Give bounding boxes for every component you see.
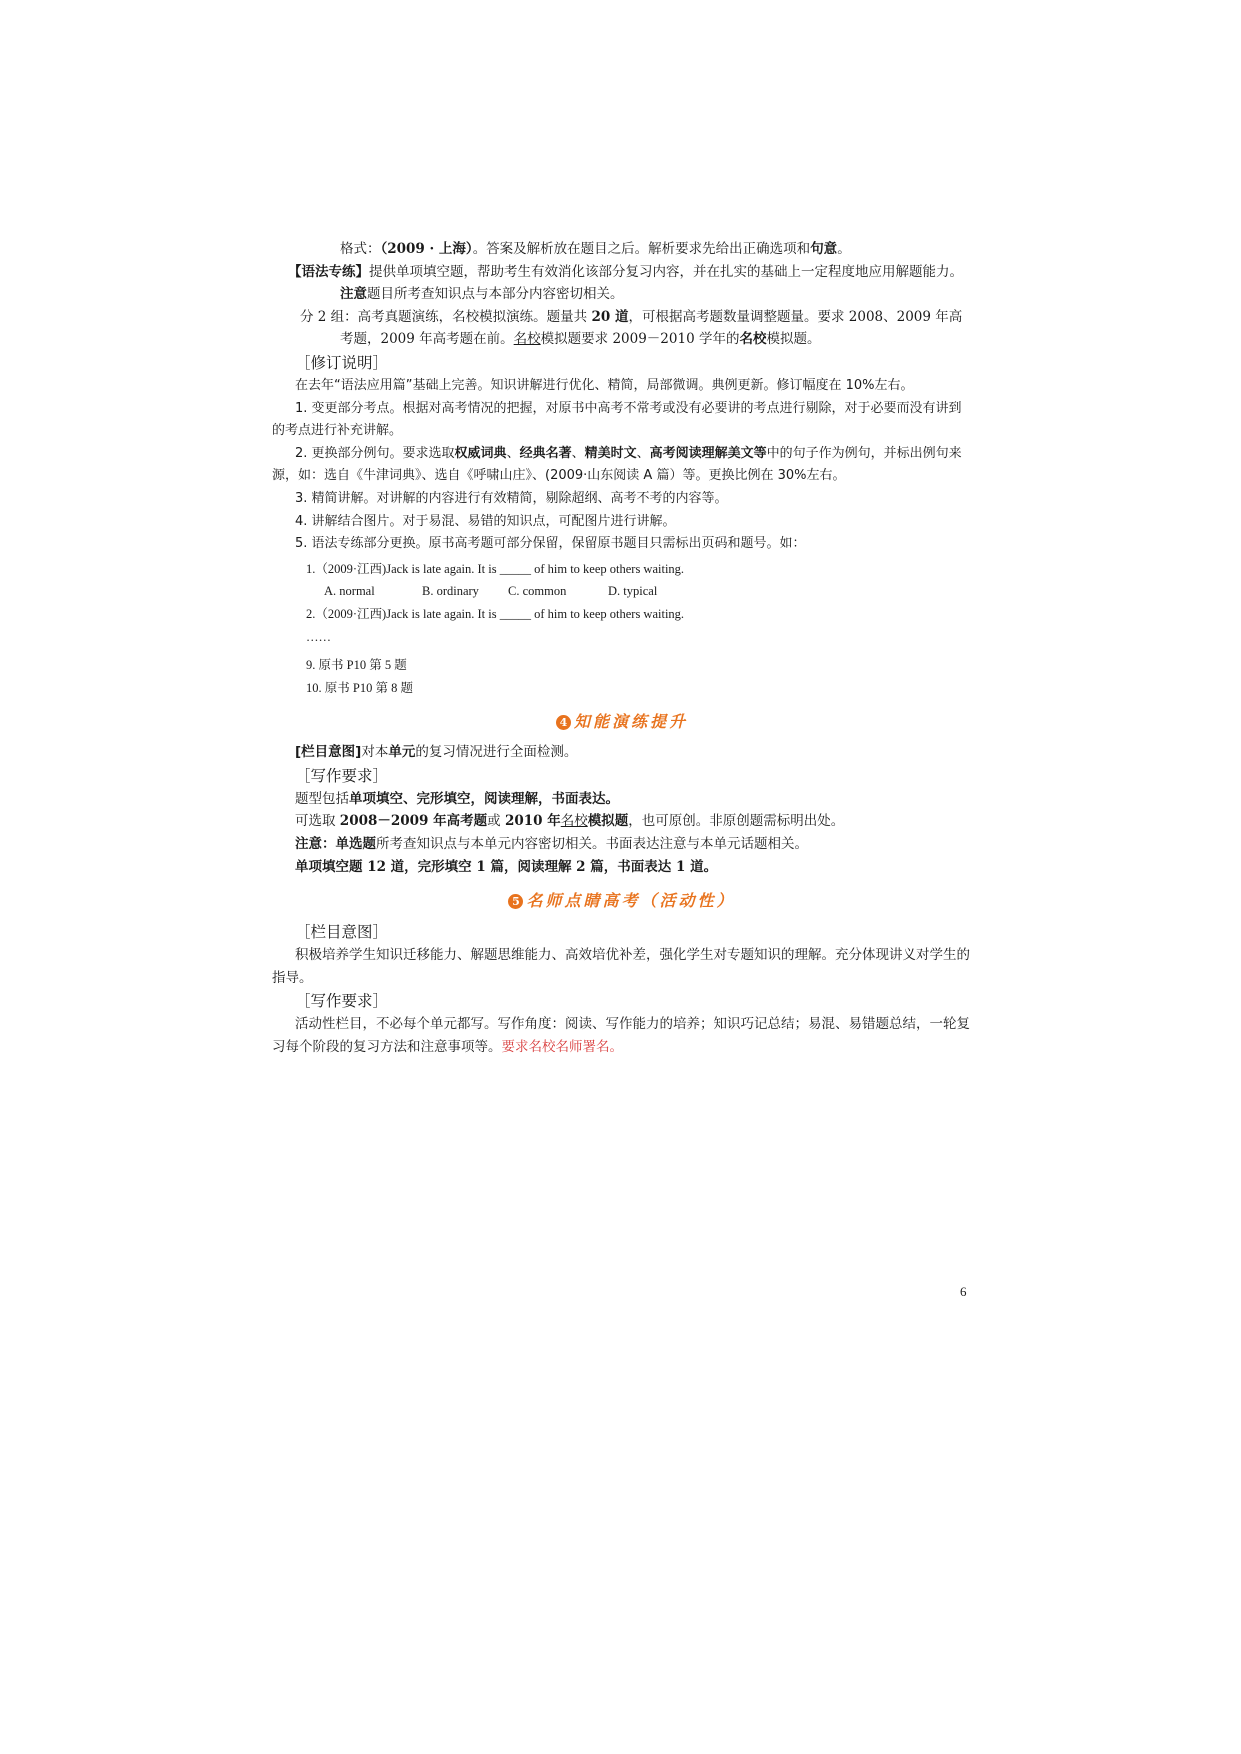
- page-content: [272, 238, 972, 1059]
- example-block: [272, 558, 972, 700]
- revision-item-1: 1. 变更部分考点。根据对高考情况的把握，对原书中高考不常考或没有必要讲的考点进行剔除，对于必要而没有讲到的考点进行补充讲解。: [272, 400, 962, 439]
- revision-item-2: 2. 更换部分例句。要求选取权威词典、经典名著、精美时文、高考阅读理解美文等中的句子作为例句，并标出例句来源，如：选自《牛津词典》、选自《呼啸山庄》、(2009·山东阅读 A 篇）等。更换比例在 30%左右。: [272, 445, 962, 484]
- option-a: A. normal: [324, 584, 375, 599]
- section-4-line-1: 题型包括单项填空、完形填空，阅读理解，书面表达。: [295, 790, 619, 807]
- format-line: 格式：（2009 · 上海）。答案及解析放在题目之后。解析要求先给出正确选项和句意。: [340, 241, 851, 257]
- revision-item-5: 5. 语法专练部分更换。原书高考题可部分保留，保留原书题目只需标出页码和题号。如：: [295, 536, 806, 552]
- page-number: 6: [960, 1284, 967, 1299]
- section-4-line-3: 注意：单选题所考查知识点与本单元内容密切相关。书面表达注意与本单元话题相关。: [295, 836, 808, 853]
- example-question-9: 9. 原书 P10 第 5 题: [306, 658, 407, 673]
- option-b: B. ordinary: [422, 584, 479, 599]
- option-d: D. typical: [608, 584, 658, 599]
- example-options: [272, 580, 972, 603]
- revision-intro: 在去年“语法应用篇”基础上完善。知识讲解进行优化、精简，局部微调。典例更新。修订幅度在 10%左右。: [295, 377, 914, 393]
- grammar-drill-paragraph: 【语法专练】提供单项填空题，帮助考生有效消化该部分复习内容，并在扎实的基础上一定程度地应用解题能力。注意题目所考查知识点与本部分内容密切相关。: [288, 263, 963, 303]
- signature-requirement: 要求名校名师署名。: [501, 1039, 623, 1056]
- section-5-title: 5 名师点睛高考（活动性）: [272, 886, 972, 916]
- section-5-requirements-text: 活动性栏目，不必每个单元都写。写作角度：阅读、写作能力的培养；知识巧记总结；易混、易错题总结，一轮复习每个阶段的复习方法和注意事项等。要求名校名师署名。: [272, 1016, 970, 1056]
- section-4-requirements-heading: ［写作要求］: [295, 766, 389, 785]
- section-5-number: 5: [508, 894, 523, 909]
- option-c: C. common: [508, 584, 567, 599]
- groups-paragraph: 分 2 组：高考真题演练，名校模拟演练。题量共 20 道，可根据高考题数量调整题量。要求 2008、2009 年高考题，2009 年高考题在前。名校模拟题要求 2009－2010 学年的名校模拟题。: [300, 308, 963, 348]
- section-5-purpose-heading: ［栏目意图］: [295, 923, 389, 942]
- revision-item-4: 4. 讲解结合图片。对于易混、易错的知识点，可配图片进行讲解。: [295, 513, 676, 529]
- section-4-line-2: 可选取 2008－2009 年高考题或 2010 年名校模拟题，也可原创。非原创题需标明出处。: [295, 813, 845, 830]
- example-question-10: 10. 原书 P10 第 8 题: [306, 680, 413, 695]
- section-5-requirements-heading: ［写作要求］: [295, 992, 389, 1011]
- example-question-2: 2.（2009·江西)Jack is late again. It is _____ of him to keep others waiting.: [306, 606, 685, 621]
- section-4-number: 4: [556, 715, 571, 730]
- revision-heading: ［修订说明］: [295, 353, 389, 372]
- example-question-1: 1.（2009·江西)Jack is late again. It is _____ of him to keep others waiting.: [306, 561, 685, 576]
- section-5-purpose-text: 积极培养学生知识迁移能力、解题思维能力、高效培优补差，强化学生对专题知识的理解。充分体现讲义对学生的指导。: [272, 947, 970, 986]
- section-4-purpose: [栏目意图]对本单元的复习情况进行全面检测。: [295, 744, 578, 761]
- example-ellipsis: ……: [306, 629, 331, 644]
- revision-item-3: 3. 精简讲解。对讲解的内容进行有效精简，剔除超纲、高考不考的内容等。: [295, 490, 728, 506]
- section-4-title: 4 知能演练提升: [272, 707, 972, 737]
- section-4-line-4: 单项填空题 12 道，完形填空 1 篇，阅读理解 2 篇，书面表达 1 道。: [295, 858, 718, 875]
